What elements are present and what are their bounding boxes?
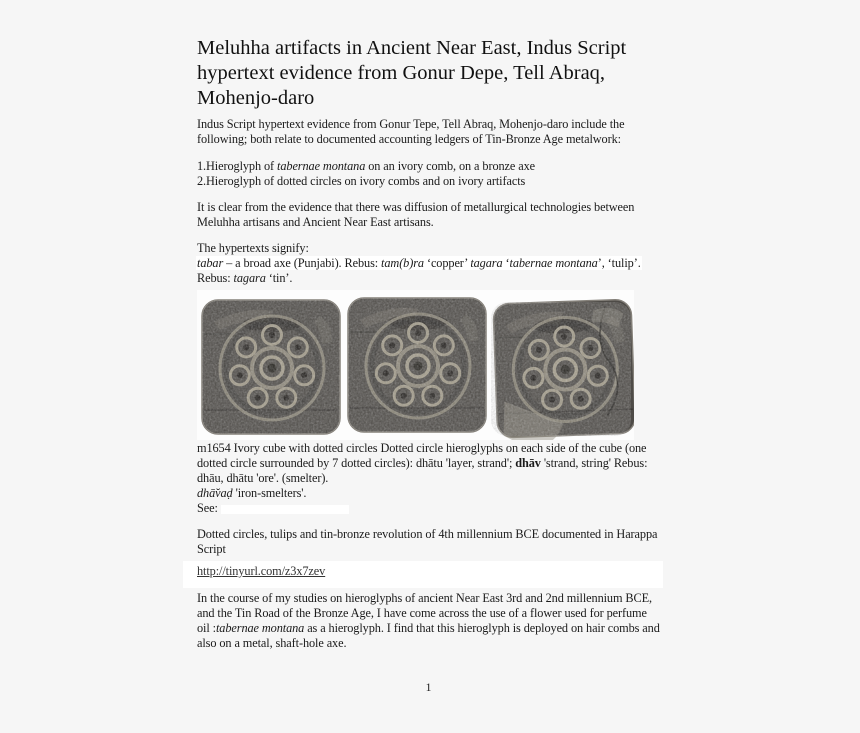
caption-smelters: dhā̆vaḍ 'iron-smelters'. [197,486,307,500]
hieroglyph-list [197,159,660,189]
paragraph-intro: Indus Script hypertext evidence from Gonur Tepe, Tell Abraq, Mohenjo-daro include the following; both relate to documented accounting ledgers of Tin-Bronze Age metalwork: [197,117,625,146]
artifact-photo [197,290,634,440]
see-label: See: [197,501,218,515]
paragraph-closing: In the course of my studies on hieroglyphs of ancient Near East 3rd and 2nd millennium BCE, and the Tin Road of the Bronze Age, I have come across the use of a flower used for perfume oil :tabernae montana as a hieroglyph. I find that this hieroglyph is deployed on hair combs and also on a metal, shaft-hole axe. [197,591,660,650]
title-line: Mohenjo-daro [197,87,315,109]
highlighted-text: tabar – a broad axe (Punjabi). Rebus: tam(b)ra ‘copper’ tagara ‘tabernae montana’, ‘tulip’. [197,256,641,270]
link-row [183,561,663,588]
signify-heading: The hypertexts signify: [197,241,309,255]
page-title [197,36,660,111]
dotted-circle-tablets-image [197,290,634,440]
signify-line [197,256,660,271]
hypertexts-signify-block [197,241,660,286]
figure-caption [197,441,660,516]
paragraph-harappa-heading: Dotted circles, tulips and tin-bronze revolution of 4th millennium BCE documented in Harappa Script [197,527,658,556]
title-line: Meluhha artifacts in Ancient Near East, Indus Script [197,37,627,59]
signify-line: Rebus: tagara ‘tin’. [197,271,293,285]
paragraph-diffusion: It is clear from the evidence that there was diffusion of metallurgical technologies between Meluhha artisans and Ancient Near East artisans. [197,200,635,229]
caption-see-line [197,501,660,516]
list-item: 1.Hieroglyph of tabernae montana on an ivory comb, on a bronze axe [197,159,535,173]
tinyurl-link[interactable]: http://tinyurl.com/z3x7zev [197,564,326,578]
page-number: 1 [425,680,432,694]
title-line: hypertext evidence from Gonur Depe, Tell Abraq, [197,62,606,84]
caption-text: m1654 Ivory cube with dotted circles Dotted circle hieroglyphs on each side of the cube (one dotted circle surrounded by 7 dotted circles): dhātu 'layer, strand'; dhāv 'strand, string' Rebus: dhāu, dhātu 'ore'. (smelter). [197,441,648,485]
list-item: 2.Hieroglyph of dotted circles on ivory combs and on ivory artifacts [197,174,526,188]
highlight-strip [221,505,349,514]
